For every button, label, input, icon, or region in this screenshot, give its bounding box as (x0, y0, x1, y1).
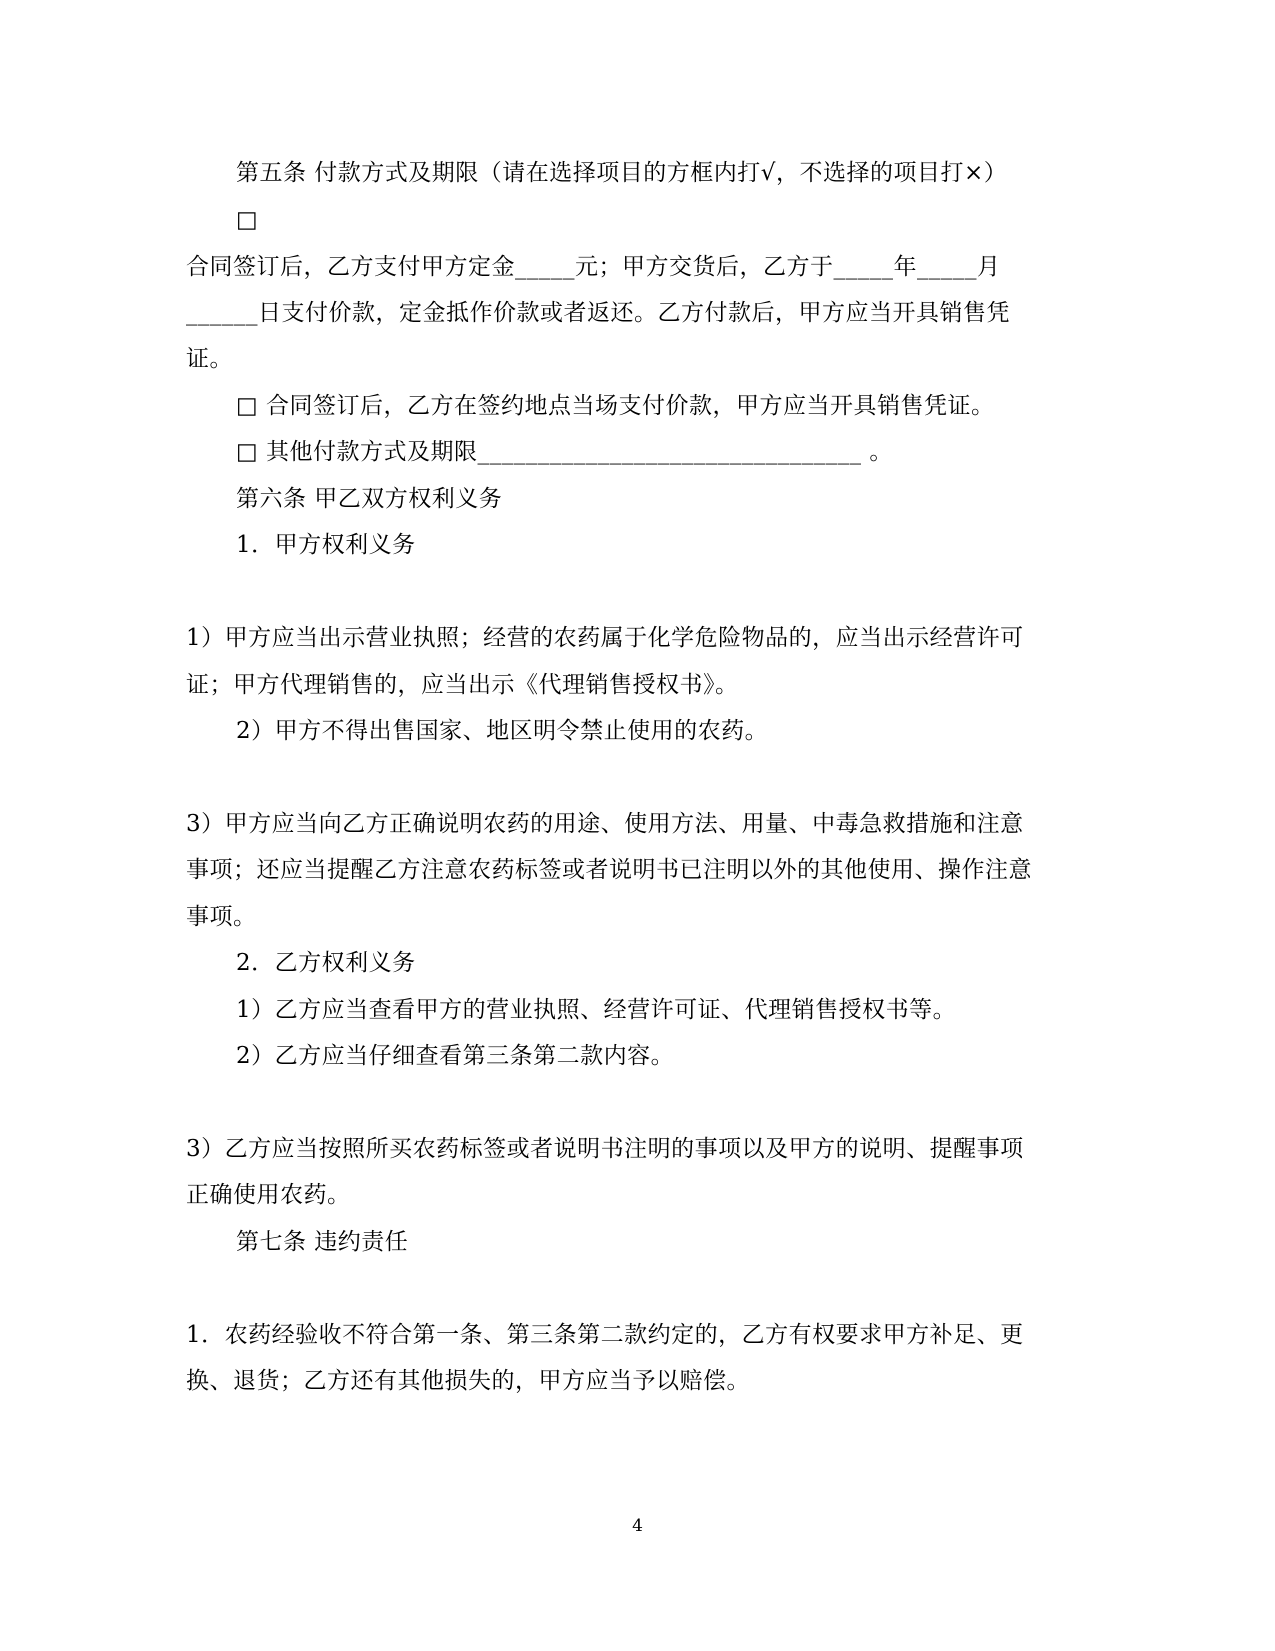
paragraph-line: 事项；还应当提醒乙方注意农药标签或者说明书已注明以外的其他使用、操作注意 (186, 857, 1032, 883)
paragraph-line: 正确使用农药。 (186, 1182, 351, 1208)
paragraph-line: ______日支付价款，定金抵作价款或者返还。乙方付款后，甲方应当开具销售凭 (186, 300, 1010, 326)
article-6-heading: 第六条 甲乙双方权利义务 (236, 486, 503, 512)
paragraph-line: 1．农药经验收不符合第一条、第三条第二款约定的，乙方有权要求甲方补足、更 (186, 1322, 1024, 1348)
paragraph-line: 1）乙方应当查看甲方的营业执照、经营许可证、代理销售授权书等。 (236, 997, 957, 1023)
article-7-heading: 第七条 违约责任 (236, 1229, 409, 1255)
checkbox-option-3: □ 其他付款方式及期限________________________________ 。 (236, 439, 893, 465)
party-b-subheading: 2．乙方权利义务 (236, 950, 416, 976)
paragraph-line: 3）甲方应当向乙方正确说明农药的用途、使用方法、用量、中毒急救措施和注意 (186, 811, 1024, 837)
paragraph-line: 1）甲方应当出示营业执照；经营的农药属于化学危险物品的，应当出示经营许可 (186, 625, 1024, 651)
party-a-subheading: 1．甲方权利义务 (236, 532, 416, 558)
paragraph-line: 证。 (186, 346, 233, 372)
checkbox-option-1: □ (236, 207, 259, 233)
paragraph-line: 证；甲方代理销售的，应当出示《代理销售授权书》。 (186, 672, 739, 698)
checkbox-option-2: □ 合同签订后，乙方在签约地点当场支付价款，甲方应当开具销售凭证。 (236, 393, 995, 419)
paragraph-line: 合同签订后，乙方支付甲方定金_____元；甲方交货后，乙方于_____年_____月 (186, 254, 1001, 280)
paragraph-line: 3）乙方应当按照所买农药标签或者说明书注明的事项以及甲方的说明、提醒事项 (186, 1136, 1024, 1162)
page-number: 4 (632, 1516, 643, 1536)
article-5-heading: 第五条 付款方式及期限（请在选择项目的方框内打√，不选择的项目打×） (236, 160, 1008, 186)
paragraph-line: 2）甲方不得出售国家、地区明令禁止使用的农药。 (236, 718, 769, 744)
paragraph-line: 事项。 (186, 904, 257, 930)
paragraph-line: 2）乙方应当仔细查看第三条第二款内容。 (236, 1043, 675, 1069)
paragraph-line: 换、退货；乙方还有其他损失的，甲方应当予以赔偿。 (186, 1368, 750, 1394)
